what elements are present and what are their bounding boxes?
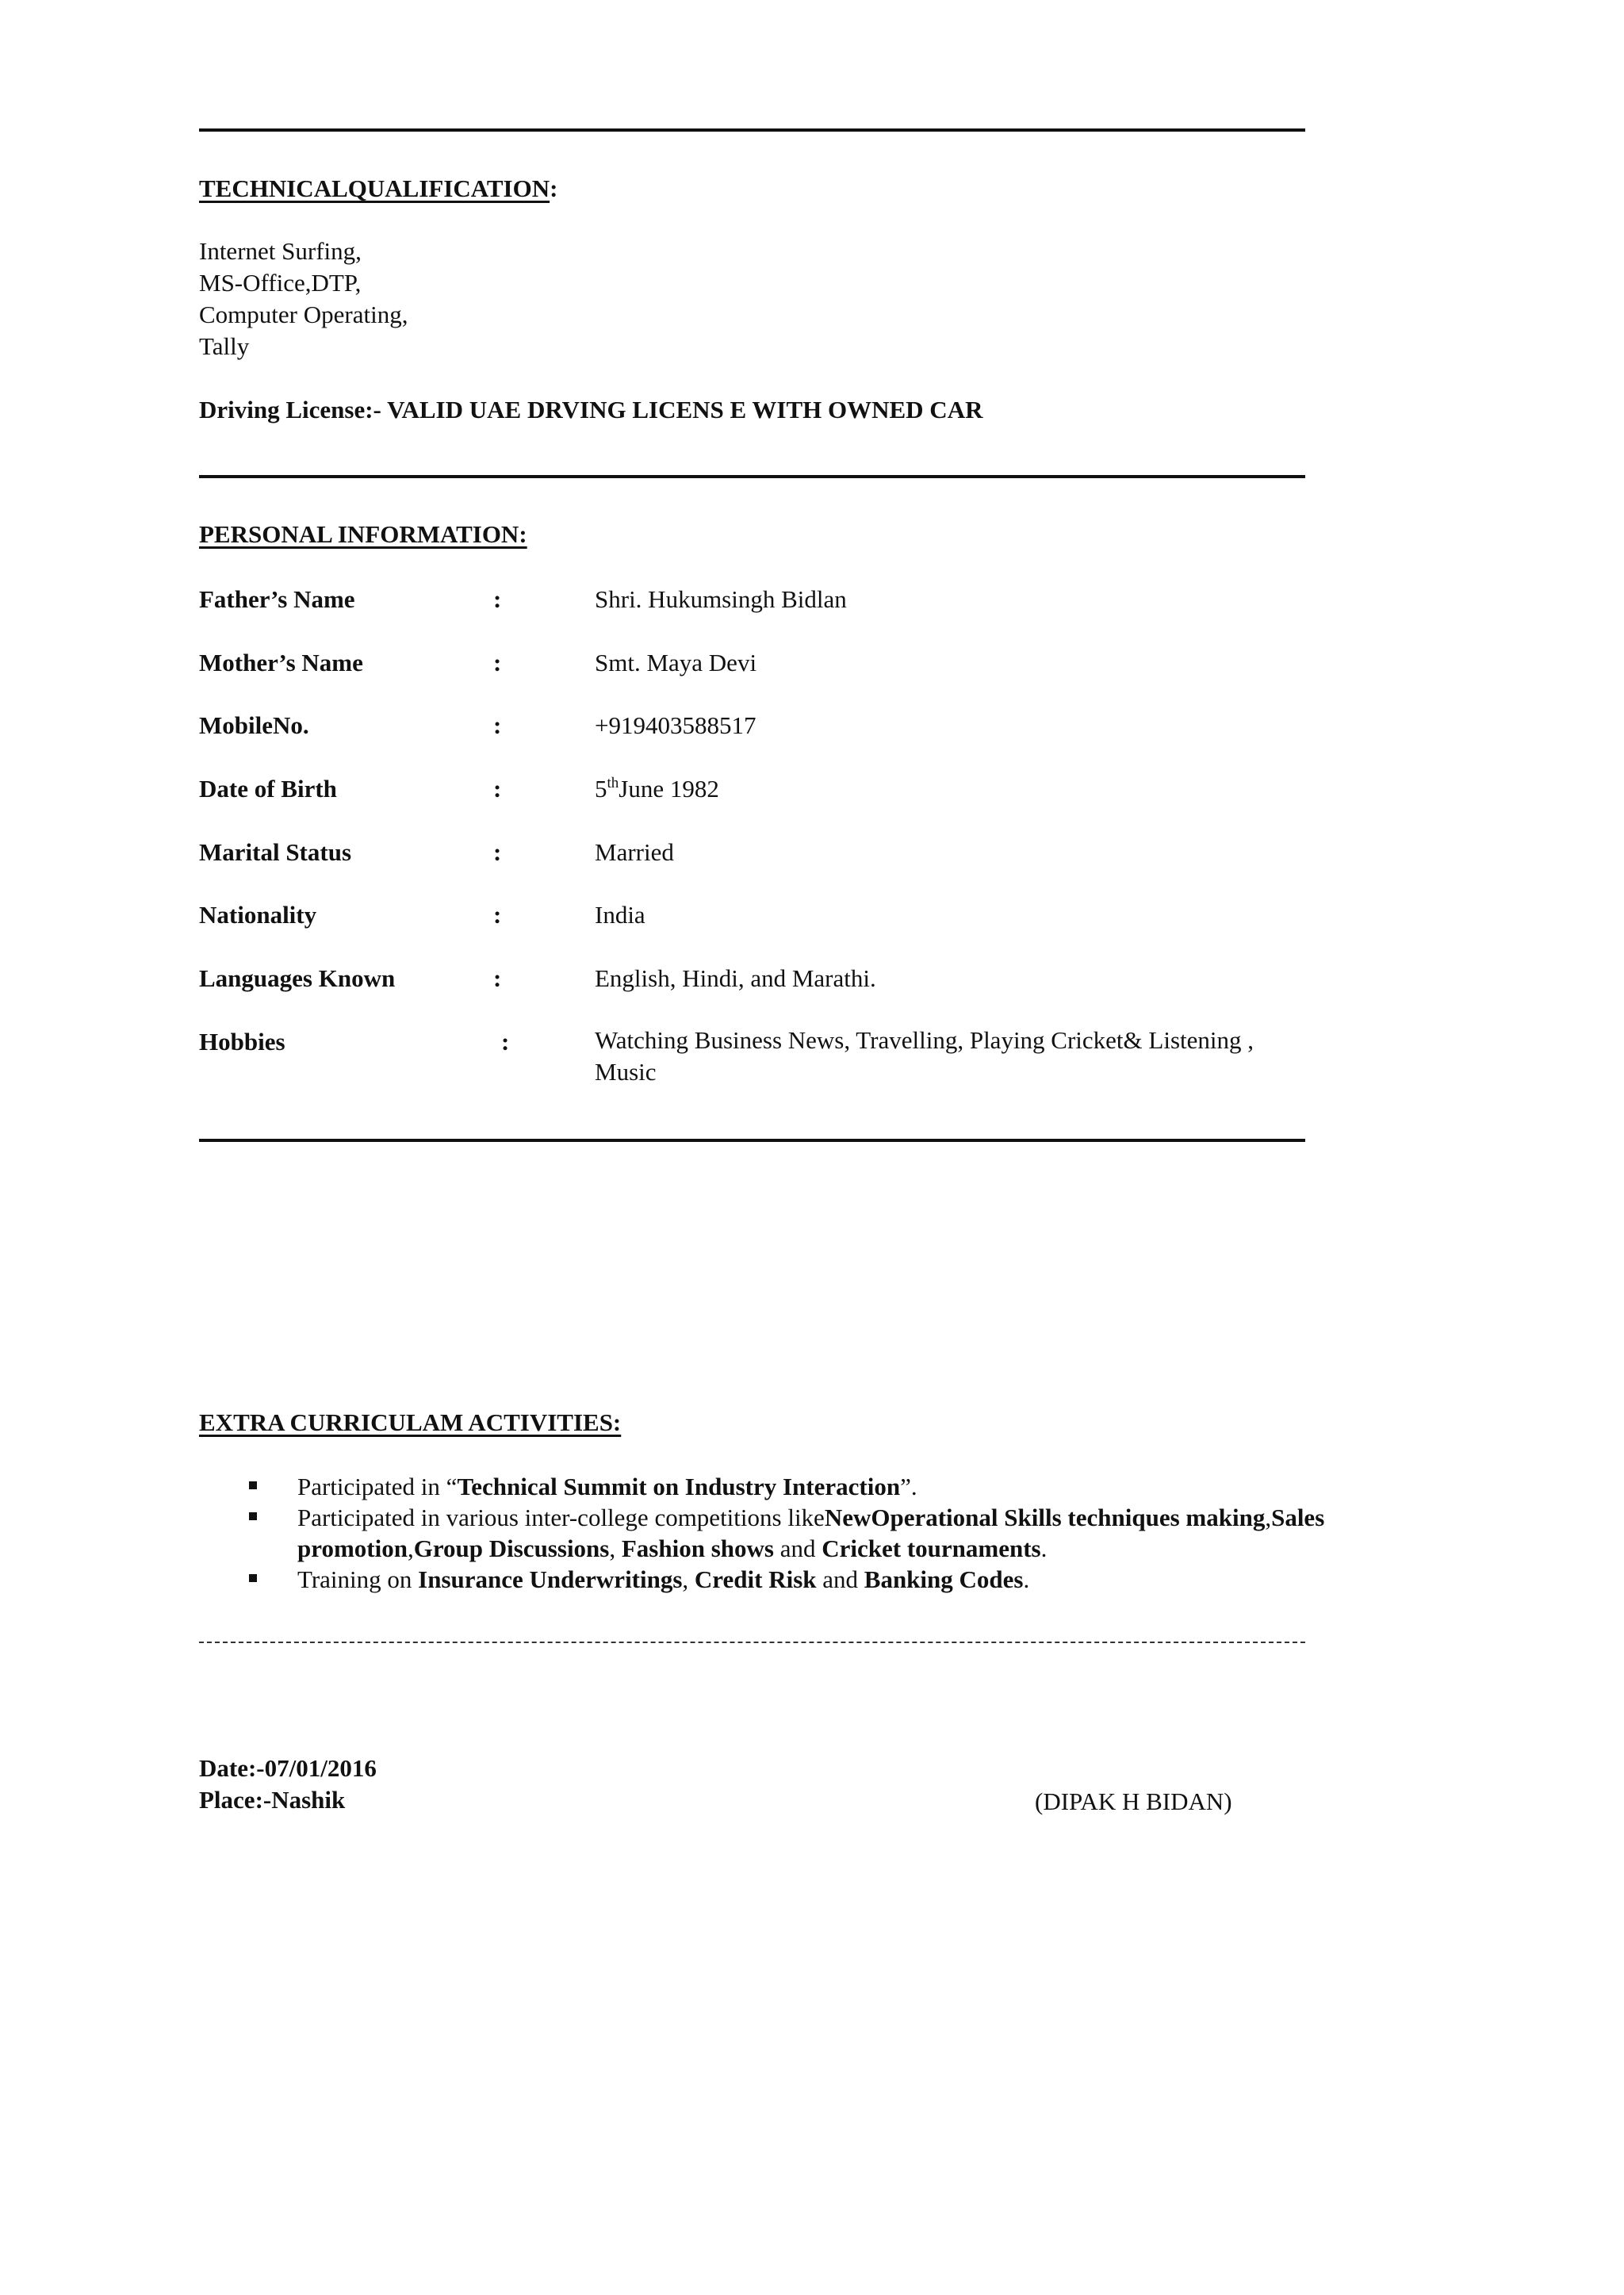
info-value-hobbies: Watching Business News, Travelling, Playing Cricket& Listening , Music — [595, 1026, 1254, 1086]
technical-heading-colon: : — [550, 174, 558, 202]
section-divider — [199, 1139, 1305, 1142]
info-label-mobile: MobileNo. — [199, 711, 309, 739]
activity-item — [199, 1564, 1452, 1595]
date-line: Date:-07/01/2016 — [199, 1754, 377, 1782]
activity-text: Participated in “ — [297, 1473, 458, 1500]
activity-text: Participated in various inter-college competitions like — [297, 1504, 825, 1531]
info-label-nationality: Nationality — [199, 901, 317, 929]
activity-item — [199, 1502, 1452, 1564]
activity-item — [199, 1471, 1452, 1502]
activity-highlight: Sales promotion — [297, 1504, 1325, 1562]
info-value-nationality: India — [595, 901, 645, 929]
info-value-languages: English, Hindi, and Marathi. — [595, 964, 876, 992]
activity-text: and — [773, 1534, 822, 1562]
activity-text: , — [1265, 1504, 1272, 1531]
info-label-father: Father’s Name — [199, 585, 355, 613]
activity-text: and — [816, 1565, 864, 1593]
info-value-mother: Smt. Maya Devi — [595, 649, 757, 676]
extra-curricular-heading: EXTRA CURRICULAM ACTIVITIES: — [199, 1408, 622, 1436]
activity-text: . — [1023, 1565, 1030, 1593]
info-value-father: Shri. Hukumsingh Bidlan — [595, 585, 847, 613]
technical-qualification-heading — [199, 174, 557, 203]
info-label-hobbies: Hobbies — [199, 1028, 285, 1056]
info-label-mother: Mother’s Name — [199, 649, 363, 676]
activity-text: , — [609, 1534, 622, 1562]
technical-item: Computer Operating, — [199, 301, 408, 328]
dob-day: 5 — [595, 775, 607, 803]
technical-item: Tally — [199, 332, 250, 360]
section-divider-top — [199, 128, 1305, 132]
info-colon: : — [493, 775, 502, 803]
section-divider — [199, 475, 1305, 478]
dob-month-year: June 1982 — [619, 775, 719, 803]
info-value-marital: Married — [595, 838, 674, 866]
activity-text: , — [682, 1565, 695, 1593]
activity-highlight: Credit Risk — [694, 1565, 817, 1593]
dashed-divider — [199, 1642, 1305, 1643]
activity-highlight: Fashion shows — [621, 1534, 774, 1562]
signature-name: (DIPAK H BIDAN) — [1035, 1787, 1232, 1815]
technical-item: Internet Surfing, — [199, 237, 362, 265]
info-value-mobile: +919403588517 — [595, 711, 756, 739]
driving-license-label: Driving License:- — [199, 396, 381, 423]
activity-highlight: Cricket tournaments — [822, 1534, 1041, 1562]
activities-list — [199, 1471, 1452, 1595]
activity-highlight: Banking Codes — [864, 1565, 1024, 1593]
personal-information-heading: PERSONAL INFORMATION: — [199, 520, 527, 548]
square-bullet-icon — [249, 1512, 257, 1520]
info-colon: : — [493, 964, 502, 992]
activity-highlight: Technical Summit on Industry Interaction — [457, 1473, 901, 1500]
square-bullet-icon — [249, 1574, 257, 1582]
activity-text: ”. — [900, 1473, 917, 1500]
place-line: Place:-Nashik — [199, 1786, 346, 1814]
info-label-marital: Marital Status — [199, 838, 352, 866]
technical-item: MS-Office,DTP, — [199, 269, 362, 297]
driving-license-line — [199, 396, 982, 424]
info-label-dob: Date of Birth — [199, 775, 337, 803]
activity-text: Training on — [297, 1565, 419, 1593]
technical-heading-text: TECHNICALQUALIFICATION — [199, 174, 550, 202]
activity-highlight: NewOperational Skills techniques making — [824, 1504, 1266, 1531]
info-colon: : — [493, 838, 502, 866]
driving-license-value: VALID UAE DRVING LICENS E WITH OWNED CAR — [387, 396, 983, 423]
info-colon: : — [493, 585, 502, 613]
info-value-dob — [595, 775, 719, 803]
info-colon: : — [493, 649, 502, 676]
activity-text: , — [407, 1534, 414, 1562]
activity-highlight: Insurance Underwritings — [418, 1565, 683, 1593]
activity-text: . — [1040, 1534, 1048, 1562]
info-colon: : — [493, 901, 502, 929]
activity-highlight: Group Discussions — [413, 1534, 610, 1562]
info-colon: : — [501, 1028, 510, 1056]
info-colon: : — [493, 711, 502, 739]
dob-ordinal: th — [607, 775, 619, 791]
info-label-languages: Languages Known — [199, 964, 396, 992]
square-bullet-icon — [249, 1481, 257, 1489]
